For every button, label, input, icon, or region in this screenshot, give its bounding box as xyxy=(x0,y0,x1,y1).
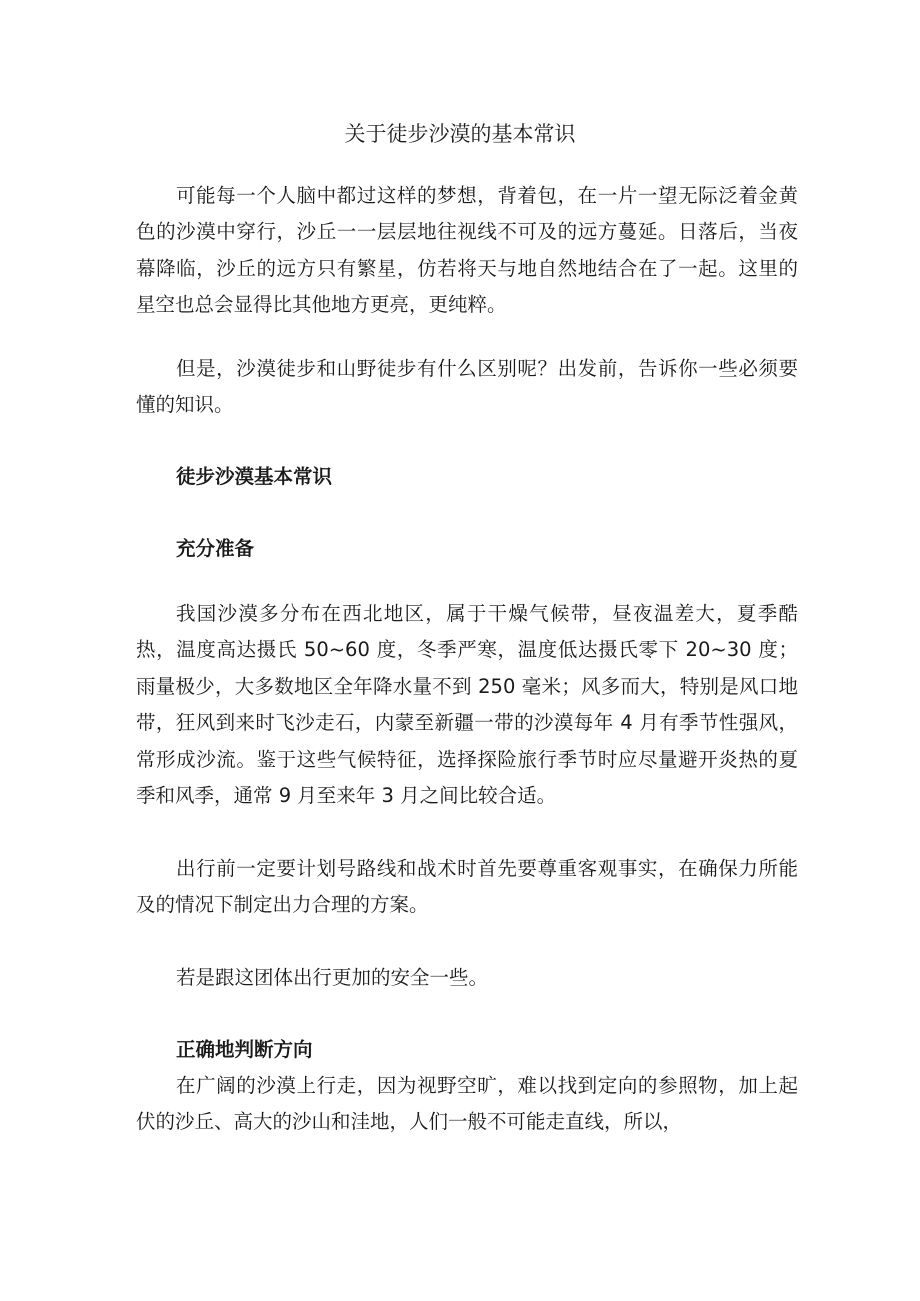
subheading-direction: 正确地判断方向 xyxy=(176,1038,313,1061)
group-paragraph: 若是跟这团体出行更加的安全一些。 xyxy=(176,966,489,989)
section-heading: 徒步沙漠基本常识 xyxy=(176,465,333,488)
direction-paragraph: 在广阔的沙漠上行走，因为视野空旷，难以找到定向的参照物，加上起伏的沙丘、高大的沙山和洼地，人们一般不可能走直线，所以， xyxy=(136,1074,798,1134)
climate-paragraph: 我国沙漠多分布在西北地区，属于干燥气候带，昼夜温差大，夏季酷热，温度高达摄氏 50~60 度，冬季严寒，温度低达摄氏零下 20~30 度；雨量极少，大多数地区全年降水量不到 250 毫米；风多而大，特别是风口地带，狂风到来时飞沙走石，内蒙至新疆一带的沙漠每年 4 月有季节性强风，常形成沙流。鉴于这些气候特征，选择探险旅行季节时应尽量避开炎热的夏季和风季，通常 9 月至来年 3 月之间比较合适。 xyxy=(136,602,798,808)
plan-paragraph: 出行前一定要计划号路线和战术时首先要尊重客观事实，在确保力所能及的情况下制定出力合理的方案。 xyxy=(136,857,798,917)
subheading-preparation: 充分准备 xyxy=(176,537,255,560)
document-title: 关于徒步沙漠的基本常识 xyxy=(344,122,576,146)
question-paragraph: 但是，沙漠徒步和山野徒步有什么区别呢？出发前，告诉你一些必须要懂的知识。 xyxy=(136,357,798,417)
intro-paragraph: 可能每一个人脑中都过这样的梦想，背着包，在一片一望无际泛着金黄色的沙漠中穿行，沙丘一一层层地往视线不可及的远方蔓延。日落后，当夜幕降临，沙丘的远方只有繁星，仿若将天与地自然地结合在了一起。这里的星空也总会显得比其他地方更亮，更纯粹。 xyxy=(136,184,798,317)
